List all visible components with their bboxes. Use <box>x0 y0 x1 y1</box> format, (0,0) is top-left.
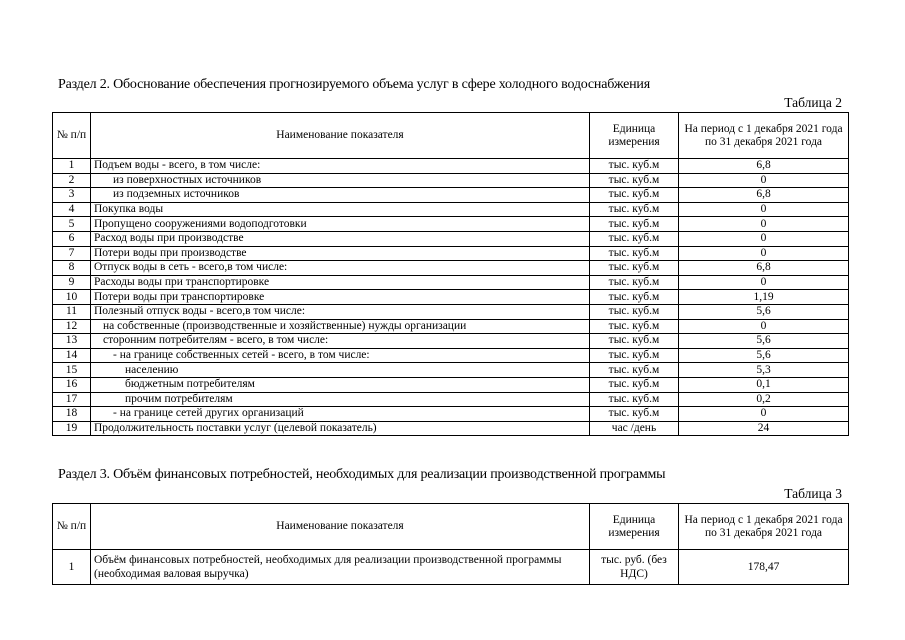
header-unit: Единица измерения <box>590 113 679 159</box>
row-indicator-name: Расход воды при производстве <box>91 231 590 246</box>
header-num: № п/п <box>53 504 91 550</box>
row-unit: тыс. куб.м <box>590 377 679 392</box>
table-row <box>53 421 849 436</box>
row-number: 3 <box>53 188 91 203</box>
table-row <box>53 217 849 232</box>
row-indicator-name: Объём финансовых потребностей, необходимых для реализации производственной программы (необходимая валовая выручка) <box>91 550 590 585</box>
table-row <box>53 334 849 349</box>
row-value: 6,8 <box>679 188 849 203</box>
table-row <box>53 173 849 188</box>
row-number: 13 <box>53 334 91 349</box>
row-number: 5 <box>53 217 91 232</box>
row-indicator-name: из поверхностных источников <box>91 173 590 188</box>
row-number: 16 <box>53 377 91 392</box>
header-name: Наименование показателя <box>91 504 590 550</box>
table-row <box>53 231 849 246</box>
row-unit: тыс. куб.м <box>590 217 679 232</box>
row-unit: тыс. куб.м <box>590 231 679 246</box>
row-value: 0,1 <box>679 377 849 392</box>
table-row <box>53 550 849 585</box>
table3 <box>52 503 849 585</box>
header-period: На период с 1 декабря 2021 года по 31 декабря 2021 года <box>679 113 849 159</box>
table-row <box>53 159 849 174</box>
row-value: 0 <box>679 407 849 422</box>
row-number: 1 <box>53 159 91 174</box>
row-number: 10 <box>53 290 91 305</box>
row-unit: тыс. куб.м <box>590 304 679 319</box>
row-indicator-name: Подъем воды - всего, в том числе: <box>91 159 590 174</box>
table-row <box>53 348 849 363</box>
table-row <box>53 246 849 261</box>
row-indicator-name: Полезный отпуск воды - всего,в том числе: <box>91 304 590 319</box>
row-indicator-name: бюджетным потребителям <box>91 377 590 392</box>
row-number: 4 <box>53 202 91 217</box>
row-unit: тыс. куб.м <box>590 275 679 290</box>
row-value: 178,47 <box>679 550 849 585</box>
table2-header-row <box>53 113 849 159</box>
table3-header-row <box>53 504 849 550</box>
table-row <box>53 377 849 392</box>
row-number: 1 <box>53 550 91 585</box>
table3-label: Таблица 3 <box>784 486 842 501</box>
row-value: 5,6 <box>679 334 849 349</box>
row-unit: тыс. куб.м <box>590 159 679 174</box>
row-unit: тыс. куб.м <box>590 348 679 363</box>
row-number: 2 <box>53 173 91 188</box>
row-number: 14 <box>53 348 91 363</box>
table-row <box>53 363 849 378</box>
row-value: 5,6 <box>679 348 849 363</box>
section2-title: Раздел 2. Обоснование обеспечения прогнозируемого объема услуг в сфере холодного водоснабжения <box>58 77 650 92</box>
row-indicator-name: сторонним потребителям - всего, в том числе: <box>91 334 590 349</box>
section3-title: Раздел 3. Объём финансовых потребностей, необходимых для реализации производственной программы <box>58 467 666 482</box>
table-row <box>53 188 849 203</box>
row-indicator-name: населению <box>91 363 590 378</box>
row-indicator-name: прочим потребителям <box>91 392 590 407</box>
row-value: 6,8 <box>679 261 849 276</box>
row-unit: тыс. куб.м <box>590 363 679 378</box>
table2 <box>52 112 849 436</box>
table-row <box>53 319 849 334</box>
row-number: 17 <box>53 392 91 407</box>
row-indicator-name: Расходы воды при транспортировке <box>91 275 590 290</box>
row-value: 6,8 <box>679 159 849 174</box>
row-unit: тыс. руб. (без НДС) <box>590 550 679 585</box>
row-indicator-name: - на границе сетей других организаций <box>91 407 590 422</box>
row-unit: тыс. куб.м <box>590 173 679 188</box>
row-indicator-name: Потери воды при производстве <box>91 246 590 261</box>
table-row <box>53 275 849 290</box>
row-value: 0 <box>679 275 849 290</box>
row-unit: тыс. куб.м <box>590 334 679 349</box>
row-value: 24 <box>679 421 849 436</box>
row-value: 0 <box>679 231 849 246</box>
row-unit: тыс. куб.м <box>590 202 679 217</box>
row-number: 12 <box>53 319 91 334</box>
table-row <box>53 202 849 217</box>
row-number: 8 <box>53 261 91 276</box>
row-indicator-name: Отпуск воды в сеть - всего,в том числе: <box>91 261 590 276</box>
row-number: 7 <box>53 246 91 261</box>
row-unit: тыс. куб.м <box>590 290 679 305</box>
row-unit: тыс. куб.м <box>590 392 679 407</box>
table2-label: Таблица 2 <box>784 95 842 110</box>
row-indicator-name: на собственные (производственные и хозяйственные) нужды организации <box>91 319 590 334</box>
row-number: 11 <box>53 304 91 319</box>
header-unit: Единица измерения <box>590 504 679 550</box>
table-row <box>53 304 849 319</box>
row-number: 6 <box>53 231 91 246</box>
row-value: 0 <box>679 202 849 217</box>
row-indicator-name: Покупка воды <box>91 202 590 217</box>
row-number: 15 <box>53 363 91 378</box>
row-number: 18 <box>53 407 91 422</box>
row-unit: тыс. куб.м <box>590 407 679 422</box>
table-row <box>53 290 849 305</box>
row-indicator-name: Продолжительность поставки услуг (целевой показатель) <box>91 421 590 436</box>
row-value: 0,2 <box>679 392 849 407</box>
table-row <box>53 392 849 407</box>
row-value: 0 <box>679 217 849 232</box>
row-number: 9 <box>53 275 91 290</box>
table-row <box>53 407 849 422</box>
row-value: 0 <box>679 246 849 261</box>
row-value: 0 <box>679 173 849 188</box>
row-indicator-name: из подземных источников <box>91 188 590 203</box>
header-period: На период с 1 декабря 2021 года по 31 декабря 2021 года <box>679 504 849 550</box>
row-unit: тыс. куб.м <box>590 261 679 276</box>
row-indicator-name: - на границе собственных сетей - всего, в том числе: <box>91 348 590 363</box>
row-number: 19 <box>53 421 91 436</box>
header-num: № п/п <box>53 113 91 159</box>
row-unit: час /день <box>590 421 679 436</box>
row-value: 1,19 <box>679 290 849 305</box>
row-value: 5,3 <box>679 363 849 378</box>
row-indicator-name: Потери воды при транспортировке <box>91 290 590 305</box>
row-value: 5,6 <box>679 304 849 319</box>
header-name: Наименование показателя <box>91 113 590 159</box>
row-unit: тыс. куб.м <box>590 319 679 334</box>
table-row <box>53 261 849 276</box>
row-unit: тыс. куб.м <box>590 188 679 203</box>
row-unit: тыс. куб.м <box>590 246 679 261</box>
row-indicator-name: Пропущено сооружениями водоподготовки <box>91 217 590 232</box>
row-value: 0 <box>679 319 849 334</box>
